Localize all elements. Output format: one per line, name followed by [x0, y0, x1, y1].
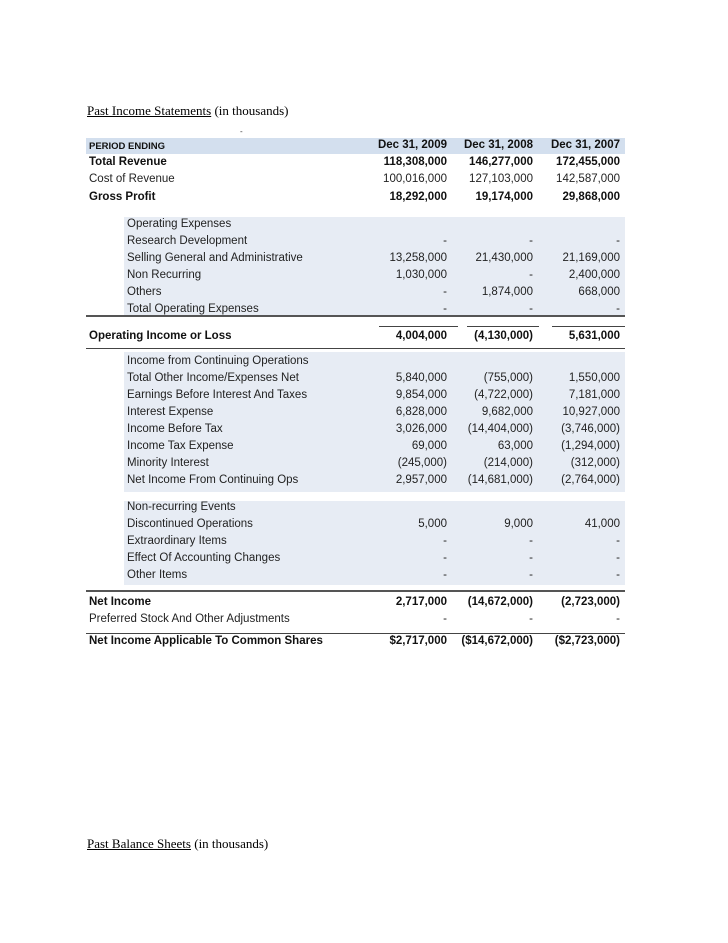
value-cell: 146,277,000: [469, 156, 533, 168]
table-row: [86, 439, 625, 456]
rule-before-net-income: [86, 590, 625, 592]
row-label: Non-recurring Events: [127, 501, 236, 513]
value-cell: -: [529, 613, 533, 625]
value-cell: 29,868,000: [562, 191, 620, 203]
value-cell: 118,308,000: [383, 156, 447, 168]
value-cell: -: [616, 235, 620, 247]
value-cell: 1,030,000: [395, 269, 447, 281]
value-cell: -: [529, 552, 533, 564]
row-label: Operating Income or Loss: [89, 330, 232, 342]
table-row: [86, 172, 625, 189]
value-cell: (14,672,000): [467, 596, 533, 608]
row-label: Total Operating Expenses: [127, 303, 259, 315]
value-cell: -: [443, 286, 447, 298]
value-cell: 5,000: [418, 518, 447, 530]
table-row: [86, 155, 625, 172]
value-cell: 2,717,000: [395, 596, 447, 608]
table-row: [86, 595, 625, 612]
table-row: [86, 190, 625, 207]
rule-operating-col3: [552, 326, 625, 327]
table-row: [86, 217, 625, 234]
table-row: [86, 534, 625, 551]
table-row: [86, 634, 625, 651]
value-cell: 127,103,000: [469, 173, 533, 185]
value-cell: -: [529, 569, 533, 581]
value-cell: $2,717,000: [389, 635, 447, 647]
value-cell: -: [616, 552, 620, 564]
row-label: Non Recurring: [127, 269, 202, 281]
value-cell: -: [443, 569, 447, 581]
row-label: Effect Of Accounting Changes: [127, 552, 281, 564]
table-row: [86, 500, 625, 517]
value-cell: 4,004,000: [395, 330, 447, 342]
value-cell: -: [616, 535, 620, 547]
row-label: Gross Profit: [89, 191, 156, 203]
value-cell: 69,000: [411, 440, 447, 452]
table-row: [86, 568, 625, 585]
row-label: Operating Expenses: [127, 218, 232, 230]
value-cell: 19,174,000: [475, 191, 533, 203]
value-cell: 9,854,000: [395, 389, 447, 401]
value-cell: (312,000): [570, 457, 620, 469]
row-label: Others: [127, 286, 162, 298]
value-cell: 142,587,000: [556, 173, 620, 185]
table-row: [86, 405, 625, 422]
row-label: Income Before Tax: [127, 423, 223, 435]
row-label: Earnings Before Interest And Taxes: [127, 389, 308, 401]
table-row: [86, 138, 625, 155]
value-cell: 9,000: [504, 518, 533, 530]
value-cell: (2,764,000): [561, 474, 620, 486]
value-cell: -: [529, 269, 533, 281]
row-label: Extraordinary Items: [127, 535, 227, 547]
row-label: Net Income: [89, 596, 151, 608]
row-label: Preferred Stock And Other Adjustments: [89, 613, 290, 625]
value-cell: ($2,723,000): [554, 635, 620, 647]
table-row: [86, 388, 625, 405]
value-cell: 21,169,000: [562, 252, 620, 264]
value-cell: ($14,672,000): [461, 635, 533, 647]
value-cell: (245,000): [397, 457, 447, 469]
row-label: Income from Continuing Operations: [127, 355, 309, 367]
value-cell: -: [529, 535, 533, 547]
table-row: [86, 285, 625, 302]
value-cell: 5,840,000: [395, 372, 447, 384]
table-row: [86, 456, 625, 473]
table-row: [86, 612, 625, 629]
row-label: Cost of Revenue: [89, 173, 175, 185]
value-cell: 63,000: [497, 440, 533, 452]
value-cell: 2,957,000: [395, 474, 447, 486]
value-cell: -: [443, 613, 447, 625]
value-cell: 7,181,000: [568, 389, 620, 401]
value-cell: -: [529, 303, 533, 315]
value-cell: 21,430,000: [475, 252, 533, 264]
value-cell: 100,016,000: [383, 173, 447, 185]
row-label: Interest Expense: [127, 406, 214, 418]
table-row: [86, 268, 625, 285]
value-cell: (1,294,000): [561, 440, 620, 452]
value-cell: 1,550,000: [568, 372, 620, 384]
value-cell: -: [443, 552, 447, 564]
value-cell: Dec 31, 2009: [377, 139, 447, 151]
value-cell: (214,000): [483, 457, 533, 469]
value-cell: 9,682,000: [481, 406, 533, 418]
row-label: Net Income From Continuing Ops: [127, 474, 299, 486]
row-label: Total Revenue: [89, 156, 167, 168]
table-row: [86, 234, 625, 251]
tick-mark: -: [240, 127, 243, 136]
row-label: Selling General and Administrative: [127, 252, 303, 264]
table-row: [86, 473, 625, 490]
rule-before-continuing: [86, 348, 625, 349]
value-cell: -: [616, 303, 620, 315]
value-cell: 5,631,000: [568, 330, 620, 342]
value-cell: -: [443, 303, 447, 315]
table-row: [86, 422, 625, 439]
rule-operating-col2: [467, 326, 539, 327]
row-label: Research Development: [127, 235, 248, 247]
value-cell: -: [443, 535, 447, 547]
value-cell: (2,723,000): [561, 596, 620, 608]
income-statement-table: [86, 137, 625, 652]
value-cell: (4,722,000): [474, 389, 533, 401]
value-cell: (755,000): [483, 372, 533, 384]
table-row: [86, 302, 625, 319]
row-label: PERIOD ENDING: [89, 141, 166, 152]
table-row: [86, 251, 625, 268]
value-cell: 13,258,000: [389, 252, 447, 264]
value-cell: (4,130,000): [474, 330, 533, 342]
row-label: Income Tax Expense: [127, 440, 234, 452]
table-row: [86, 329, 625, 346]
value-cell: -: [616, 569, 620, 581]
value-cell: (14,681,000): [467, 474, 533, 486]
value-cell: -: [529, 235, 533, 247]
value-cell: 172,455,000: [556, 156, 620, 168]
row-label: Discontinued Operations: [127, 518, 253, 530]
value-cell: 668,000: [578, 286, 620, 298]
row-label: Other Items: [127, 569, 188, 581]
value-cell: -: [616, 613, 620, 625]
value-cell: (3,746,000): [561, 423, 620, 435]
table-row: [86, 517, 625, 534]
value-cell: (14,404,000): [467, 423, 533, 435]
table-row: [86, 551, 625, 568]
value-cell: 41,000: [584, 518, 620, 530]
value-cell: Dec 31, 2008: [463, 139, 533, 151]
value-cell: 18,292,000: [389, 191, 447, 203]
value-cell: 10,927,000: [562, 406, 620, 418]
value-cell: 6,828,000: [395, 406, 447, 418]
row-label: Minority Interest: [127, 457, 209, 469]
income-statement-heading: [87, 103, 288, 119]
income-statement-units: (in thousands): [211, 103, 289, 118]
value-cell: 3,026,000: [395, 423, 447, 435]
table-row: [86, 371, 625, 388]
row-label: Net Income Applicable To Common Shares: [89, 635, 323, 647]
table-row: [86, 354, 625, 371]
balance-sheet-heading: [87, 836, 268, 852]
value-cell: Dec 31, 2007: [550, 139, 620, 151]
row-label: Total Other Income/Expenses Net: [127, 372, 299, 384]
value-cell: 2,400,000: [568, 269, 620, 281]
rule-operating-col1: [379, 326, 458, 327]
value-cell: -: [443, 235, 447, 247]
value-cell: 1,874,000: [481, 286, 533, 298]
income-statement-title: Past Income Statements: [87, 103, 212, 118]
balance-sheet-title: Past Balance Sheets: [87, 836, 191, 851]
balance-sheet-units: (in thousands): [190, 836, 269, 851]
